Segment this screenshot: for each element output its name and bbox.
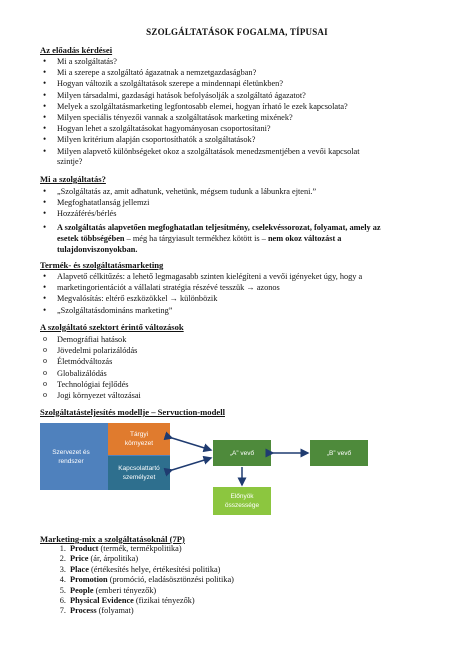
marketing-heading: Termék- és szolgáltatásmarketing <box>40 260 164 270</box>
list-item: 2. Price (ár, árpolitika) <box>59 554 139 564</box>
list-item: • Megfoghatatlanság jellemzi <box>40 197 450 208</box>
list-item: • Alapvető célkitűzés: a lehető legmagasabb szinten kielégíteni a vevői igényeket úgy, hogy a <box>40 271 450 282</box>
what-heading: Mi a szolgáltatás? <box>40 174 106 184</box>
definition-bold-3: nem okoz változást a <box>267 234 342 244</box>
definition-bold-4: tulajdonviszonyokban. <box>57 245 138 255</box>
list-item: • „Szolgáltatásdomináns marketing” <box>40 305 450 316</box>
changes-list <box>40 334 450 401</box>
list-item: o Életmódváltozás <box>40 356 450 367</box>
diagram-arrows <box>40 420 420 525</box>
definition-bold-1: A szolgáltatás alapvetően megfoghatatlan teljesítmény, cselekvéssorozat, folyamat, amely az <box>57 223 381 232</box>
list-item: o Globalizálódás <box>40 368 450 379</box>
changes-heading: A szolgáltató szektort érintő változások <box>40 322 184 332</box>
list-item-continuation: szintje? <box>57 157 83 166</box>
list-item: o Jövedelmi polarizálódás <box>40 345 450 356</box>
list-item: • „Szolgáltatás az, amit adhatunk, vehetünk, mégsem tudunk a lábunkra ejteni.” <box>40 186 450 197</box>
list-item: • Hogyan változik a szolgáltatások szerepe a mindennapi életünkben? <box>40 78 450 89</box>
list-item: • Hogyan lehet a szolgáltatásokat hagyományosan csoportosítani? <box>40 123 450 134</box>
list-item: • Melyek a szolgáltatásmarketing legfontosabb elemei, hogyan írható le ezek kapcsolata? <box>40 101 450 112</box>
page-title: SZOLGÁLTATÁSOK FOGALMA, TÍPUSAI <box>146 27 328 37</box>
arrow-tangible-to-a <box>172 438 211 450</box>
customer-a-label: „A” vevő <box>229 449 255 457</box>
servuction-diagram <box>40 420 420 525</box>
tangible-label: Tárgyi környezet <box>124 431 154 447</box>
list-item: o Technológiai fejlődés <box>40 379 450 390</box>
what-list <box>40 186 450 220</box>
definition-bold-2: esetek többségében <box>57 234 125 244</box>
definition-normal: – még ha tárgyiasult termékhez kötött is – <box>124 234 268 244</box>
list-item: • Mi a szolgáltatás? <box>40 56 450 67</box>
questions-heading: Az előadás kérdései <box>40 45 113 55</box>
list-item: • Milyen kritérium alapján csoportosíthatók a szolgáltatások? <box>40 134 450 145</box>
list-item: • Milyen társadalmi, gazdasági hatások befolyásolják a szolgáltató ágazatot? <box>40 90 450 101</box>
organization-label: Szervezet és rendszer <box>52 448 90 465</box>
customer-b-label: „B” vevő <box>326 449 352 457</box>
list-item: o Jogi környezet változásai <box>40 390 450 401</box>
list-item: • Hozzáférés/bérlés <box>40 208 450 219</box>
mix-heading: Marketing-mix a szolgáltatásoknál (7P) <box>40 534 185 544</box>
list-item: • Milyen alapvető különbségeket okoz a szolgáltatások menedzsmentjében a vevői kapcsolat <box>40 146 450 157</box>
mix-list <box>40 544 440 617</box>
contact-staff-label: Kapcsolattartó személyzet <box>118 465 160 481</box>
list-item: • Milyen speciális tényezői vannak a szolgáltatások marketing mixének? <box>40 112 450 123</box>
arrow-contact-to-a <box>172 458 211 470</box>
list-item: 4. Promotion (promóció, eladásösztönzési politika) <box>59 575 234 585</box>
list-item: • Mi a szerepe a szolgáltató ágazatnak a nemzetgazdaságban? <box>40 67 450 78</box>
benefits-label: Előnyök összessége <box>224 493 260 509</box>
list-item: o Demográfiai hatások <box>40 334 450 345</box>
list-item: • Megvalósítás: eltérő eszközökkel → különbözik <box>40 293 450 304</box>
marketing-list <box>40 271 450 316</box>
list-item: 5. People (emberi tényezők) <box>59 585 157 595</box>
questions-list <box>40 56 450 157</box>
servuction-heading: Szolgáltatásteljesítés modellje – Servuction-modell <box>40 407 225 417</box>
list-item: • marketingorientációt a vállalati stratégia részévé tesszük → azonos <box>40 282 450 293</box>
list-item: 1. Product (termék, termékpolitika) <box>59 544 182 553</box>
list-item: 6. Physical Evidence (fizikai tényezők) <box>59 595 195 605</box>
list-item: 3. Place (értékesítés helye, értékesítési politika) <box>59 564 221 574</box>
list-item: 7. Process (folyamat) <box>59 606 134 616</box>
definition: • A szolgáltatás alapvetően megfoghatatlan teljesítmény, cselekvéssorozat, folyamat, amely az esetek többségében – még ha tárgyiasult termékhez kötött is – nem okoz változást a tulajdonviszonyokban. <box>43 222 381 255</box>
